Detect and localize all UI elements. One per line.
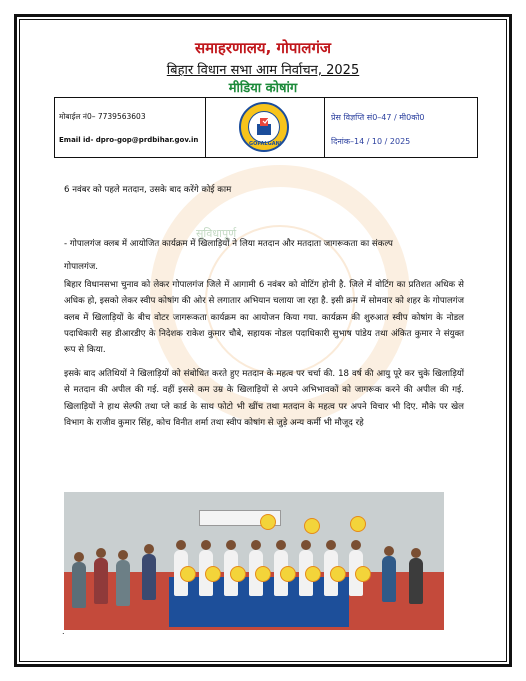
article-subheadline: - गोपालगंज क्लब में आयोजित कार्यक्रम में खिलाड़ियों ने लिया मतदान और मतदाता जागरूकता का संकल्प [64,239,393,249]
placard [180,566,196,582]
placard [330,566,346,582]
press-release-number: प्रेस विज्ञप्ति सं0–47 / मी0को0 [331,113,425,122]
photo-person-head [276,540,286,550]
placard [260,514,276,530]
photo-person-head [96,548,106,558]
photo-person [142,554,156,600]
ballot-box-icon [249,112,279,142]
placard [304,518,320,534]
info-table [54,97,478,158]
email-address: Email id- dpro-gop@prdbihar.gov.in [59,136,199,144]
watermark-text: सुविधापूर्ण [196,227,237,240]
photo-person-head [411,548,421,558]
event-photo [64,492,444,630]
photo-person-head [351,540,361,550]
logo-cell [205,98,325,157]
emblem-center [248,111,280,143]
placard [255,566,271,582]
photo-person-head [326,540,336,550]
photo-person [382,556,396,602]
article-dateline: गोपालगंज. [64,262,98,272]
photo-person [94,558,108,604]
photo-person [72,562,86,608]
photo-person-head [301,540,311,550]
mobile-number: मोबाईल नं0– 7739563603 [59,112,146,121]
placard [280,566,296,582]
trailing-mark: . [62,627,65,636]
election-title: बिहार विधान सभा आम निर्वाचन, 2025 [166,63,360,78]
photo-person-head [201,540,211,550]
article-headline: 6 नवंबर को पहले मतदान, उसके बाद करेंगे कोई काम [64,185,232,195]
emblem-caption: GOPALGANJ [249,141,282,147]
contact-cell [55,98,206,157]
photo-person-head [176,540,186,550]
article-paragraph-1: बिहार विधानसभा चुनाव को लेकर गोपालगंज जिले में आगामी 6 नवंबर को वोटिंग होनी है. जिले में वोटिंग का प्रतिशत अधिक से अधिक हो, इसको लेकर स्वीप कोषांग की ओर से लगातार अभियान चलाया जा रहा है. इसी क्रम में सोमवार को शहर के गोपालगंज क्लब में खिलाड़ियों के बीच वोटर जागरूकता कार्यक्रम का आयोजन किया गया. कार्यक्रम की शुरुआत स्वीप कोषांग के नोडल पदाधिकारी सह डीआरडीए के निदेशक राकेश कुमार चौबे, सहायक नोडल पदाधिकारी सुभाष पांडेय तथा अंकित कुमार ने संयुक्त रूप से किया. [64,280,464,356]
article-paragraph-2: इसके बाद अतिथियों ने खिलाड़ियों को संबोधित करते हुए मतदान के महत्व पर चर्चा की. 18 वर्ष की आयु पूरे कर चुके खिलाड़ियों से मतदान की अपील की गई. वहीं इससे कम उम्र के खिलाड़ियों से अपने अभिभावकों को जागरूक करने की अपील की गई. खिलाड़ियों ने हाथ सेल्फी तथा प्ले कार्ड के साथ फोटो भी खींच तथा मतदान के महत्व पर अपने विचार भी दिए. मौके पर खेल विभाग के राजीव कुमार सिंह, कोच विनीत शर्मा तथा स्वीप कोषांग से जुड़े अन्य कर्मी भी मौजूद रहे [64,369,464,428]
photo-person-head [144,544,154,554]
photo-person [409,558,423,604]
photo-person-head [384,546,394,556]
photo-person [116,560,130,606]
placard [355,566,371,582]
photo-person-head [226,540,236,550]
placard [350,516,366,532]
photo-person-head [251,540,261,550]
election-emblem-icon [239,102,289,152]
press-release-date: दिनांक–14 / 10 / 2025 [331,137,411,146]
photo-person-head [118,550,128,560]
photo-person-head [74,552,84,562]
office-title: समाहरणालय, गोपालगंज [194,39,332,57]
placard [205,566,221,582]
media-cell-title: मीडिया कोषांग [228,81,298,96]
placard [305,566,321,582]
placard [230,566,246,582]
release-cell [325,98,477,157]
